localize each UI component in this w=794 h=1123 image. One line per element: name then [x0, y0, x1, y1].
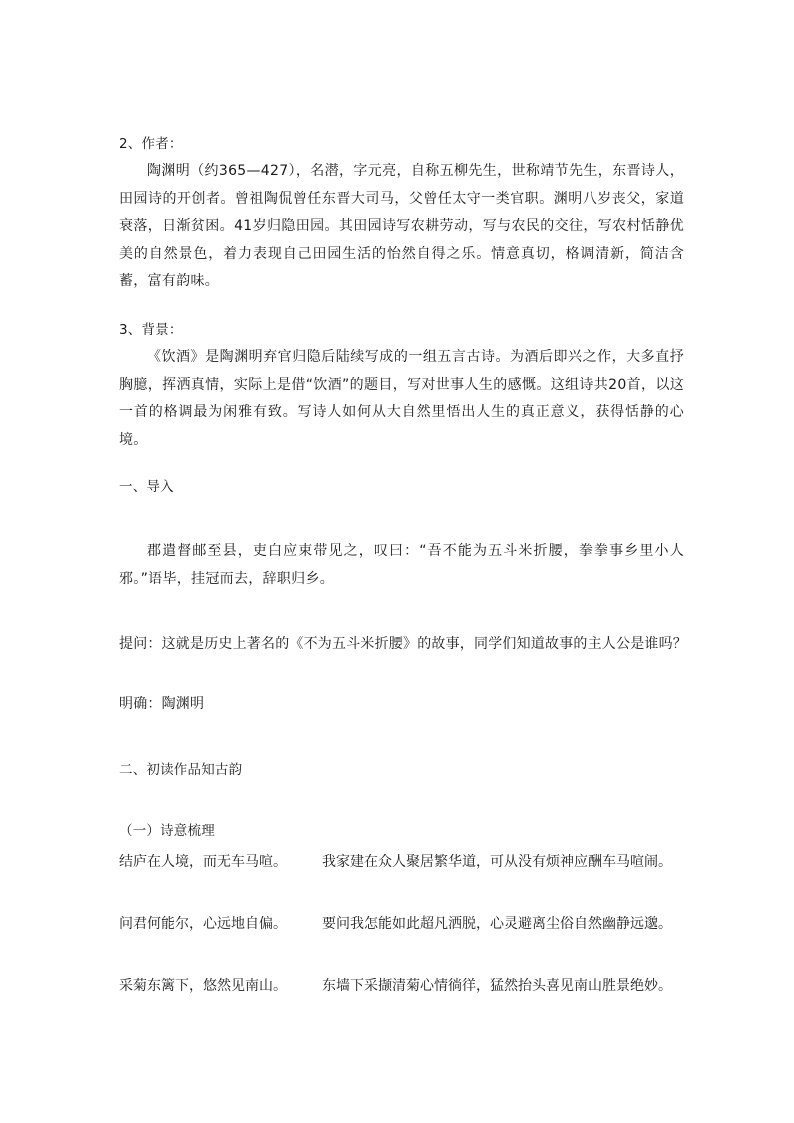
intro-story: 郡遣督邮至县，吏白应束带见之，叹曰：“吾不能为五斗米折腰，拳拳事乡里小人邪。”语毕，挂冠而去，辞职归乡。 — [119, 543, 684, 587]
poem-line: 问君何能尔，心远地自偏。 — [119, 916, 287, 932]
intro-heading: 一、导入 — [119, 479, 174, 495]
poem-line: 采菊东篱下，悠然见南山。 — [119, 978, 287, 994]
author-heading: 2、作者： — [119, 136, 183, 152]
background-heading: 3、背景： — [119, 322, 183, 338]
poem-line: 结庐在人境，而无车马喧。 — [119, 854, 287, 870]
intro-question: 提问：这就是历史上著名的《不为五斗米折腰》的故事，同学们知道故事的主人公是谁吗？ — [119, 636, 687, 652]
poem-meaning: 东墙下采撷清菊心情徜徉，猛然抬头喜见南山胜景绝妙。 — [322, 978, 672, 994]
reading-heading: 二、初读作品知古韵 — [119, 762, 243, 778]
poem-meaning: 我家建在众人聚居繁华道，可从没有烦神应酬车马喧闹。 — [322, 854, 672, 870]
reading-subheading: （一）诗意梳理 — [119, 823, 215, 839]
background-paragraph: 《饮酒》是陶渊明弃官归隐后陆续写成的一组五言古诗。为酒后即兴之作，大多直抒胸臆，挥洒真情，实际上是借“饮酒”的题目，写对世事人生的感慨。这组诗共20首，以这一首的格调最为闲雅有致。写诗人如何从大自然里悟出人生的真正意义，获得恬静的心境。 — [119, 349, 684, 448]
poem-meaning: 要问我怎能如此超凡洒脱，心灵避离尘俗自然幽静远邈。 — [322, 916, 672, 932]
intro-answer: 明确：陶渊明 — [119, 696, 205, 712]
author-paragraph: 陶渊明（约365—427），名潜，字元亮，自称五柳先生，世称靖节先生，东晋诗人，田园诗的开创者。曾祖陶侃曾任东晋大司马，父曾任太守一类官职。渊明八岁丧父，家道衰落，日渐贫困。41岁归隐田园。其田园诗写农耕劳动，写与农民的交往，写农村恬静优美的自然景色，着力表现自己田园生活的怡然自得之乐。情意真切，格调清新，简洁含蓄，富有韵味。 — [119, 163, 684, 289]
